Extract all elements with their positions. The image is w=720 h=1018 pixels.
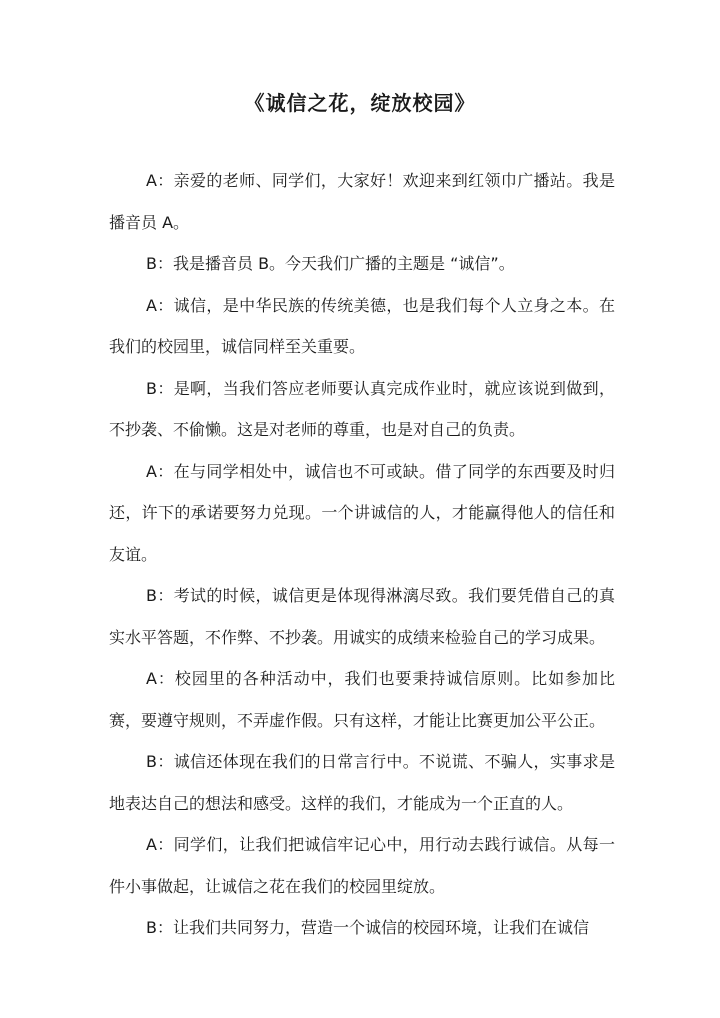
paragraph: B：让我们共同努力，营造一个诚信的校园环境，让我们在诚信 — [146, 918, 589, 937]
paragraph: A：诚信，是中华民族的传统美德，也是我们每个人立身之本。在我们的校园里，诚信同样至关重要。 — [109, 295, 615, 356]
paragraph: A：在与同学相处中，诚信也不可或缺。借了同学的东西要及时归还，许下的承诺要努力兑现。一个讲诚信的人，才能赢得他人的信任和友谊。 — [109, 461, 615, 564]
document-body — [109, 160, 615, 949]
paragraph: B：是啊，当我们答应老师要认真完成作业时，就应该说到做到，不抄袭、不偷懒。这是对老师的尊重，也是对自己的负责。 — [109, 378, 615, 439]
paragraph: B：考试的时候，诚信更是体现得淋漓尽致。我们要凭借自己的真实水平答题，不作弊、不抄袭。用诚实的成绩来检验自己的学习成果。 — [109, 586, 615, 647]
paragraph: A：同学们，让我们把诚信牢记心中，用行动去践行诚信。从每一件小事做起，让诚信之花在我们的校园里绽放。 — [109, 835, 615, 896]
paragraph: A：亲爱的老师、同学们，大家好！欢迎来到红领巾广播站。我是播音员 A。 — [109, 171, 615, 232]
page-title: 《诚信之花，绽放校园》 — [244, 91, 476, 115]
paragraph: A：校园里的各种活动中，我们也要秉持诚信原则。比如参加比赛，要遵守规则，不弄虚作假。只有这样，才能让比赛更加公平公正。 — [109, 669, 615, 730]
paragraph: B：我是播音员 B。今天我们广播的主题是 “诚信”。 — [146, 254, 515, 273]
paragraph: B：诚信还体现在我们的日常言行中。不说谎、不骗人，实事求是地表达自己的想法和感受。这样的我们，才能成为一个正直的人。 — [109, 752, 615, 813]
